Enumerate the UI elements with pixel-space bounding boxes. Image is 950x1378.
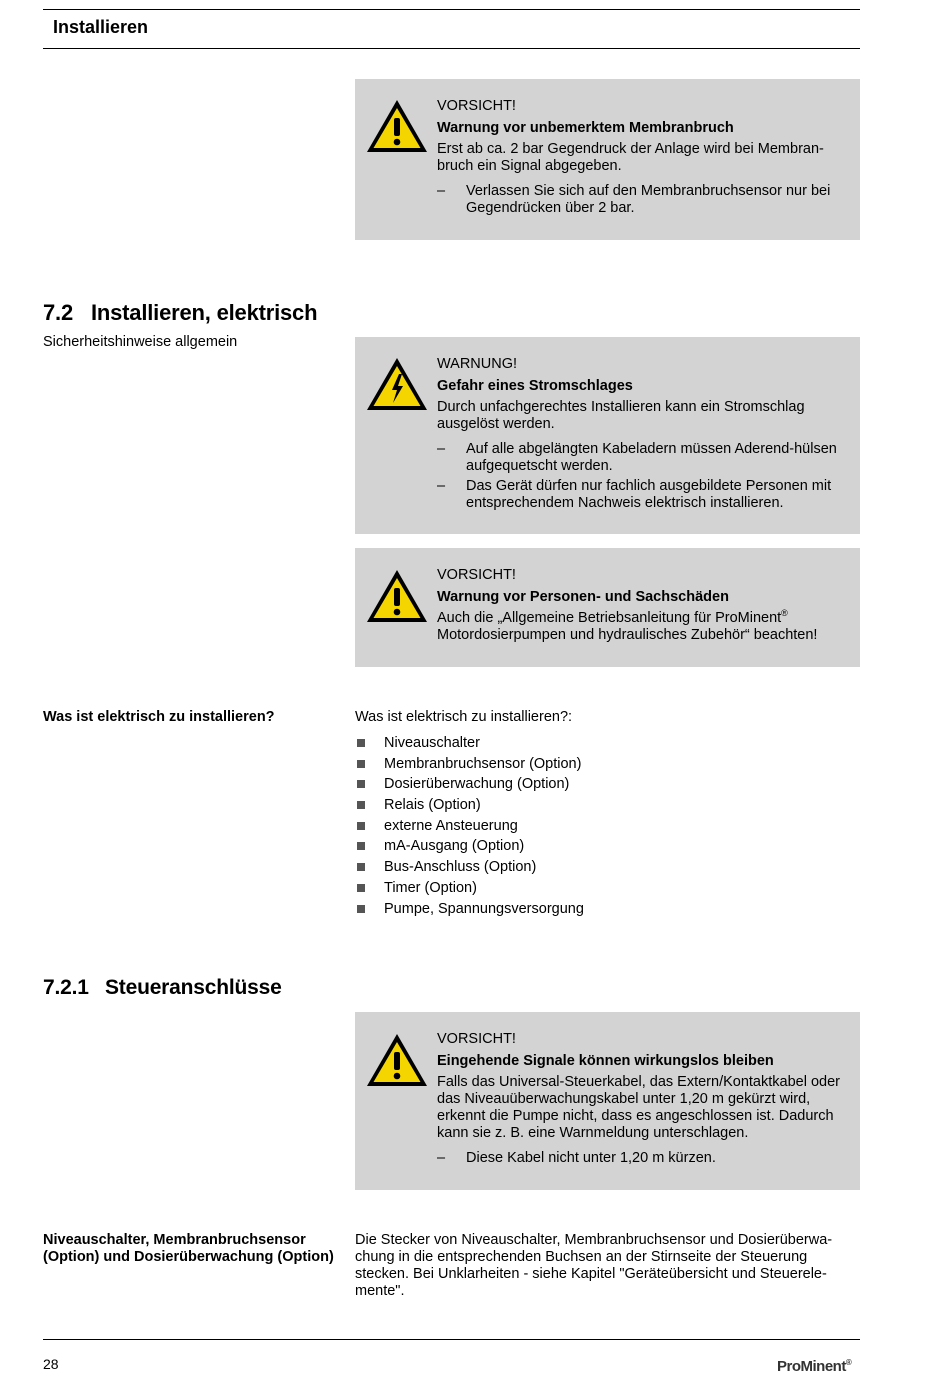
list-item: Bus-Anschluss (Option)	[355, 857, 860, 878]
section-heading-7-2	[43, 300, 317, 326]
warning-signal-word: VORSICHT!	[437, 567, 516, 583]
footer-rule	[43, 1339, 860, 1340]
brand-logo	[777, 1358, 851, 1375]
warning-box-electric-shock	[355, 337, 860, 534]
page-header-title: Installieren	[53, 17, 149, 37]
list-item: externe Ansteuerung	[355, 816, 860, 837]
warning-text: Erst ab ca. 2 bar Gegendruck der Anlage wird bei Membran-bruch ein Signal abgegeben.	[437, 141, 824, 174]
side-label-what-to-install: Was ist elektrisch zu installieren?	[43, 709, 275, 725]
warning-signal-word: VORSICHT!	[437, 98, 516, 114]
warning-instruction: – Verlassen Sie sich auf den Membranbruchsensor nur bei Gegendrücken über 2 bar.	[437, 183, 850, 217]
side-label-connectors: Niveauschalter, Membranbruchsensor (Option) und Dosierüberwachung (Option)	[43, 1232, 334, 1265]
page-number: 28	[43, 1356, 59, 1372]
connectors-text: Die Stecker von Niveauschalter, Membranbruchsensor und Dosierüberwa-chung in die entsprechenden Buchsen an der Stirnseite der Steuerung stecken. Bei Unklarheiten - siehe Kapitel "Geräteübersicht und Steuerele-mente".	[355, 1232, 833, 1299]
warning-title: Warnung vor unbemerktem Membranbruch	[437, 120, 734, 136]
warning-text-part: Motordosierpumpen und hydraulisches Zubehör“ beachten!	[437, 627, 818, 643]
list-item: Timer (Option)	[355, 878, 860, 899]
caution-box-damage	[355, 548, 860, 667]
electric-hazard-icon	[365, 356, 429, 412]
brand-name: ProMinent	[777, 1358, 846, 1375]
section-title: Installieren, elektrisch	[91, 300, 318, 325]
header-bottom-rule	[43, 48, 860, 49]
list-item: Membranbruchsensor (Option)	[355, 754, 860, 775]
side-label-safety: Sicherheitshinweise allgemein	[43, 334, 238, 350]
warning-signal-word: VORSICHT!	[437, 1031, 516, 1047]
warning-text: Falls das Universal-Steuerkabel, das Extern/Kontaktkabel oder das Niveauüberwachungskabel unter 1,20 m gekürzt wird, erkennt die Pumpe nicht, dass es angeschlossen ist. Dadurch kann sie z. B. eine Warnmeldung unterschlagen.	[437, 1074, 840, 1141]
warning-signal-word: WARNUNG!	[437, 356, 518, 372]
caution-box-signals	[355, 1012, 860, 1190]
list-item: Niveauschalter	[355, 733, 860, 754]
exclamation-warning-icon	[365, 1032, 429, 1088]
install-intro: Was ist elektrisch zu installieren?:	[355, 709, 573, 725]
install-items-list	[355, 733, 860, 919]
section-number: 7.2.1	[43, 976, 89, 999]
warning-text	[437, 610, 850, 644]
warning-instruction: – Diese Kabel nicht unter 1,20 m kürzen.	[437, 1150, 850, 1167]
warning-instruction: – Auf alle abgelängten Kabeladern müssen Aderend-hülsen aufgequetscht werden.	[437, 441, 850, 475]
section-heading-7-2-1	[43, 976, 282, 1000]
list-item: mA-Ausgang (Option)	[355, 836, 860, 857]
warning-title: Gefahr eines Stromschlages	[437, 378, 633, 394]
section-number: 7.2	[43, 300, 73, 325]
warning-text: Durch unfachgerechtes Installieren kann ein Stromschlag ausgelöst werden.	[437, 399, 805, 432]
list-item: Pumpe, Spannungsversorgung	[355, 899, 860, 920]
exclamation-warning-icon	[365, 98, 429, 154]
warning-text-part: Auch die „Allgemeine Betriebsanleitung für ProMinent	[437, 610, 782, 626]
list-item: Relais (Option)	[355, 795, 860, 816]
caution-box-membrane	[355, 79, 860, 240]
warning-instruction: – Das Gerät dürfen nur fachlich ausgebildete Personen mit entsprechendem Nachweis elektrisch installieren.	[437, 478, 850, 512]
brand-registered-mark: ®	[845, 1358, 852, 1367]
warning-title: Warnung vor Personen- und Sachschäden	[437, 589, 729, 605]
exclamation-warning-icon	[365, 568, 429, 624]
list-item: Dosierüberwachung (Option)	[355, 774, 860, 795]
header-top-rule	[43, 9, 860, 10]
registered-mark: ®	[781, 608, 788, 618]
section-title: Steueranschlüsse	[105, 976, 282, 999]
warning-title: Eingehende Signale können wirkungslos bleiben	[437, 1053, 774, 1069]
